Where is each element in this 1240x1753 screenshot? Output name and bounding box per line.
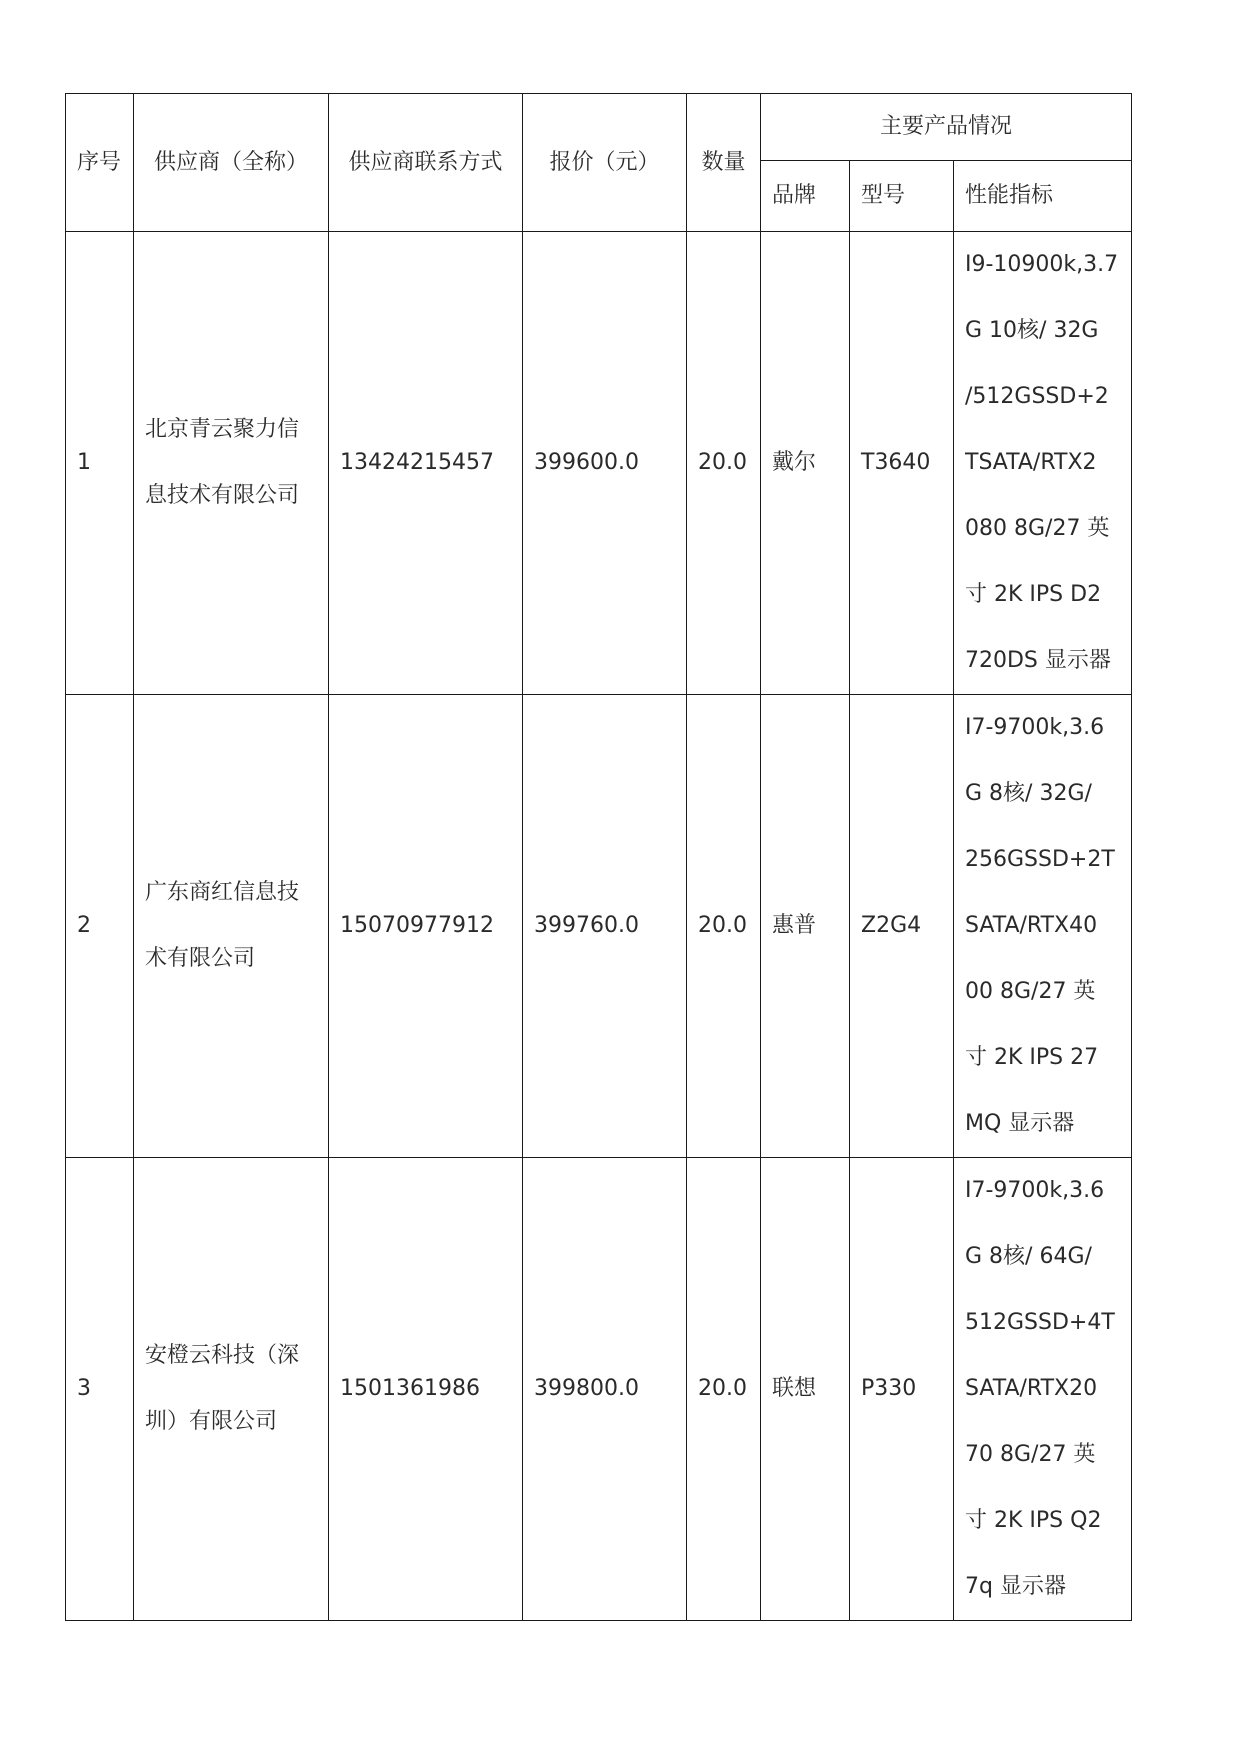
row-brand: 联想 — [761, 1158, 850, 1621]
spec-line: I9-10900k,3.7 — [965, 252, 1119, 277]
table-row — [66, 1158, 1132, 1621]
header-price: 报价（元） — [523, 94, 687, 232]
row-supplier — [134, 1158, 329, 1621]
header-contact: 供应商联系方式 — [329, 94, 523, 232]
supplier-line: 术有限公司 — [145, 946, 256, 971]
row-supplier — [134, 232, 329, 695]
spec-line: 256GSSD+2T — [965, 847, 1115, 872]
row-contact: 15070977912 — [329, 695, 523, 1158]
spec-line: 寸 2K IPS 27 — [965, 1045, 1099, 1070]
supplier-line: 安橙云科技（深 — [145, 1343, 300, 1368]
row-price: 399760.0 — [523, 695, 687, 1158]
spec-line: 512GSSD+4T — [965, 1310, 1115, 1335]
supplier-line: 息技术有限公司 — [145, 483, 300, 508]
row-supplier — [134, 695, 329, 1158]
spec-line: 7q 显示器 — [965, 1574, 1066, 1599]
row-quantity: 20.0 — [687, 232, 761, 695]
header-product-group: 主要产品情况 — [761, 94, 1132, 161]
spec-line: I7-9700k,3.6 — [965, 715, 1105, 740]
table-row — [66, 232, 1132, 695]
supplier-line: 北京青云聚力信 — [145, 417, 300, 442]
row-model: P330 — [850, 1158, 954, 1621]
row-brand: 戴尔 — [761, 232, 850, 695]
spec-line: G 8核/ 32G/ — [965, 781, 1092, 806]
row-model: Z2G4 — [850, 695, 954, 1158]
row-price: 399600.0 — [523, 232, 687, 695]
supplier-line: 广东商红信息技 — [145, 880, 300, 905]
header-row-1 — [66, 94, 1132, 161]
header-quantity: 数量 — [687, 94, 761, 232]
spec-line: 寸 2K IPS D2 — [965, 582, 1102, 607]
header-brand: 品牌 — [761, 161, 850, 232]
spec-line: 00 8G/27 英 — [965, 979, 1096, 1004]
spec-line: /512GSSD+2 — [965, 384, 1109, 409]
row-contact: 13424215457 — [329, 232, 523, 695]
spec-line: 080 8G/27 英 — [965, 516, 1110, 541]
row-quantity: 20.0 — [687, 1158, 761, 1621]
spec-line: 寸 2K IPS Q2 — [965, 1508, 1102, 1533]
supplier-line: 圳）有限公司 — [145, 1409, 278, 1434]
row-index: 1 — [66, 232, 134, 695]
header-performance: 性能指标 — [954, 161, 1132, 232]
row-model: T3640 — [850, 232, 954, 695]
row-performance — [954, 1158, 1132, 1621]
row-performance — [954, 695, 1132, 1158]
row-contact: 1501361986 — [329, 1158, 523, 1621]
spec-line: MQ 显示器 — [965, 1111, 1075, 1136]
row-performance — [954, 232, 1132, 695]
header-index: 序号 — [66, 94, 134, 232]
row-quantity: 20.0 — [687, 695, 761, 1158]
header-supplier: 供应商（全称） — [134, 94, 329, 232]
spec-line: 70 8G/27 英 — [965, 1442, 1096, 1467]
spec-line: SATA/RTX40 — [965, 913, 1098, 938]
spec-line: 720DS 显示器 — [965, 648, 1111, 673]
spec-line: SATA/RTX20 — [965, 1376, 1098, 1401]
row-price: 399800.0 — [523, 1158, 687, 1621]
row-index: 2 — [66, 695, 134, 1158]
table-row — [66, 695, 1132, 1158]
spec-line: I7-9700k,3.6 — [965, 1178, 1105, 1203]
spec-line: G 10核/ 32G — [965, 318, 1099, 343]
row-index: 3 — [66, 1158, 134, 1621]
supplier-quote-table — [65, 93, 1132, 1621]
spec-line: TSATA/RTX2 — [965, 450, 1097, 475]
row-brand: 惠普 — [761, 695, 850, 1158]
header-model: 型号 — [850, 161, 954, 232]
spec-line: G 8核/ 64G/ — [965, 1244, 1092, 1269]
